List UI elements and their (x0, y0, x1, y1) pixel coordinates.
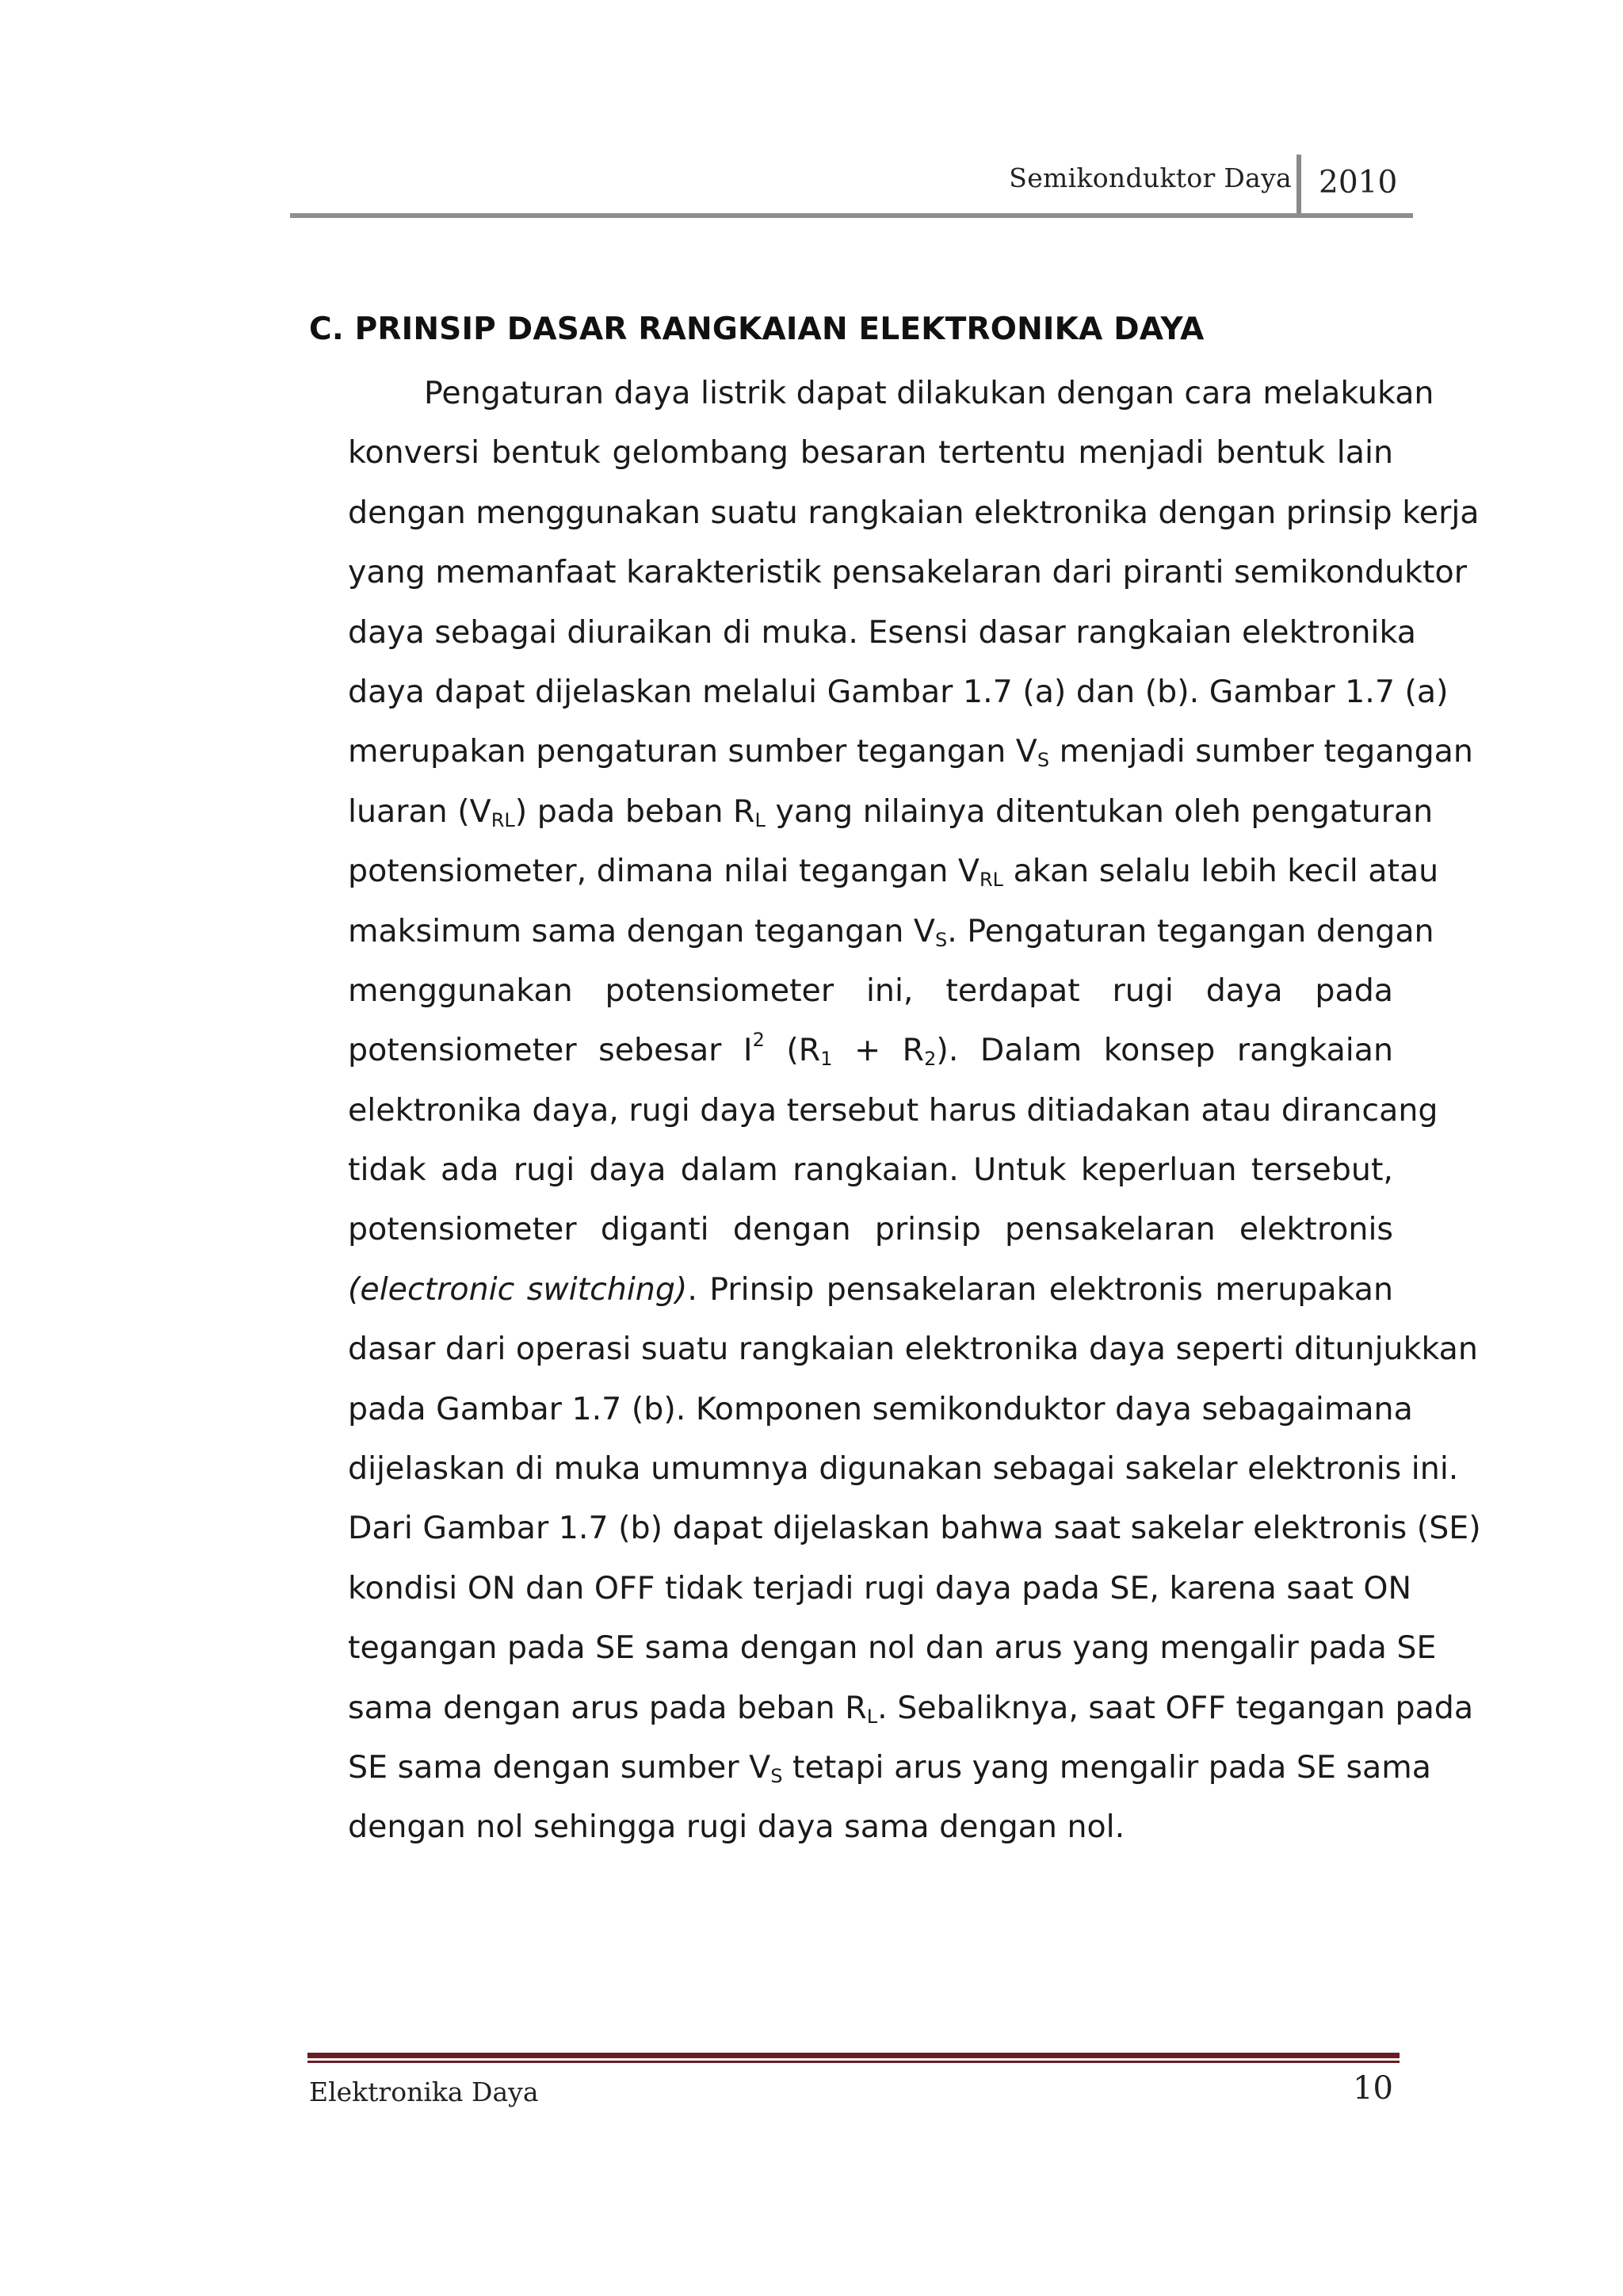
text-line: yang memanfaat karakteristik pensakelaran dari piranti semikonduktor (348, 554, 1467, 591)
text-run: potensiometer sebesar I (348, 1032, 753, 1069)
text-run: yang nilainya ditentukan oleh pengaturan (775, 793, 1434, 830)
footer-rule (307, 2053, 1400, 2058)
text-run: maksimum sama dengan tegangan V (348, 912, 935, 949)
text-line (348, 902, 1434, 961)
text-line: dasar dari operasi suatu rangkaian elektronika daya seperti ditunjukkan (348, 1331, 1478, 1368)
header-rule (290, 213, 1413, 218)
running-footer-title: Elektronika Daya (309, 2076, 539, 2107)
text-line (348, 782, 1434, 842)
text-line: dijelaskan di muka umumnya digunakan sebagai sakelar elektronis ini. (348, 1450, 1459, 1488)
text-run: sama dengan arus pada beban R (348, 1689, 867, 1726)
subscript: 1 (820, 1048, 833, 1071)
text-line: dengan menggunakan suatu rangkaian elektronika dengan prinsip kerja (348, 494, 1480, 531)
text-run: SE sama dengan sumber V (348, 1748, 771, 1786)
text-run: menjadi sumber tegangan (1059, 733, 1473, 770)
text-line: potensiometer diganti dengan prinsip pensakelaran elektronis (348, 1211, 1393, 1248)
text-line: tidak ada rugi daya dalam rangkaian. Untuk keperluan tersebut, (348, 1152, 1393, 1189)
text-run: akan selalu lebih kecil atau (1013, 853, 1439, 890)
italic-term: (electronic switching) (348, 1270, 688, 1308)
subscript: L (866, 1705, 878, 1728)
body-paragraph (348, 364, 1481, 1858)
superscript: 2 (752, 1029, 765, 1052)
subscript: S (1037, 749, 1050, 772)
text-line (348, 842, 1439, 901)
text-line: dengan nol sehingga rugi daya sama dengan nol. (348, 1809, 1125, 1846)
header-divider (1296, 155, 1301, 216)
text-line: kondisi ON dan OFF tidak terjadi rugi daya pada SE, karena saat ON (348, 1569, 1412, 1606)
subscript: L (754, 808, 766, 831)
text-run: ) pada beban R (514, 793, 755, 830)
text-line (348, 1738, 1431, 1797)
text-run: luaran (V (348, 793, 491, 830)
page-number: 10 (1353, 2070, 1393, 2107)
text-line: Dari Gambar 1.7 (b) dapat dijelaskan bahwa saat sakelar elektronis (SE) (348, 1510, 1481, 1547)
text-line (348, 1679, 1474, 1738)
text-run: + R (854, 1032, 925, 1069)
text-line: daya dapat dijelaskan melalui Gambar 1.7 (a) dan (b). Gambar 1.7 (a) (348, 673, 1449, 710)
text-line: konversi bentuk gelombang besaran tertentu menjadi bentuk lain (348, 434, 1393, 472)
text-run: . Pengaturan tegangan dengan (947, 912, 1434, 949)
section-heading: C. PRINSIP DASAR RANGKAIAN ELEKTRONIKA DAYA (309, 311, 1205, 347)
text-line: daya sebagai diuraikan di muka. Esensi dasar rangkaian elektronika (348, 613, 1416, 651)
running-header-year: 2010 (1319, 165, 1398, 201)
subscript: S (770, 1764, 783, 1787)
subscript: 2 (924, 1048, 937, 1071)
subscript: S (934, 928, 948, 951)
subscript: RL (491, 808, 515, 831)
text-run: ). Dalam konsep rangkaian (936, 1032, 1394, 1069)
text-run: tetapi arus yang mengalir pada SE sama (792, 1748, 1431, 1786)
text-run: . Sebaliknya, saat OFF tegangan pada (877, 1689, 1474, 1726)
text-run: merupakan pengaturan sumber tegangan V (348, 733, 1037, 770)
text-line (348, 1260, 1393, 1320)
subscript: RL (979, 869, 1003, 892)
text-run: . Prinsip pensakelaran elektronis merupakan (687, 1270, 1393, 1308)
text-line (348, 1021, 1393, 1080)
text-line (348, 722, 1473, 781)
text-line: elektronika daya, rugi daya tersebut harus ditiadakan atau dirancang (348, 1091, 1438, 1129)
text-line: menggunakan potensiometer ini, terdapat rugi daya pada (348, 972, 1393, 1009)
text-run: potensiometer, dimana nilai tegangan V (348, 853, 980, 890)
text-run: (R (786, 1032, 821, 1069)
footer-rule-thin (307, 2061, 1400, 2063)
text-line: pada Gambar 1.7 (b). Komponen semikonduktor daya sebagaimana (348, 1390, 1413, 1427)
text-line: tegangan pada SE sama dengan nol dan arus yang mengalir pada SE (348, 1629, 1437, 1667)
running-header-title: Semikonduktor Daya (1009, 162, 1292, 193)
text-line: Pengaturan daya listrik dapat dilakukan dengan cara melakukan (424, 375, 1434, 411)
